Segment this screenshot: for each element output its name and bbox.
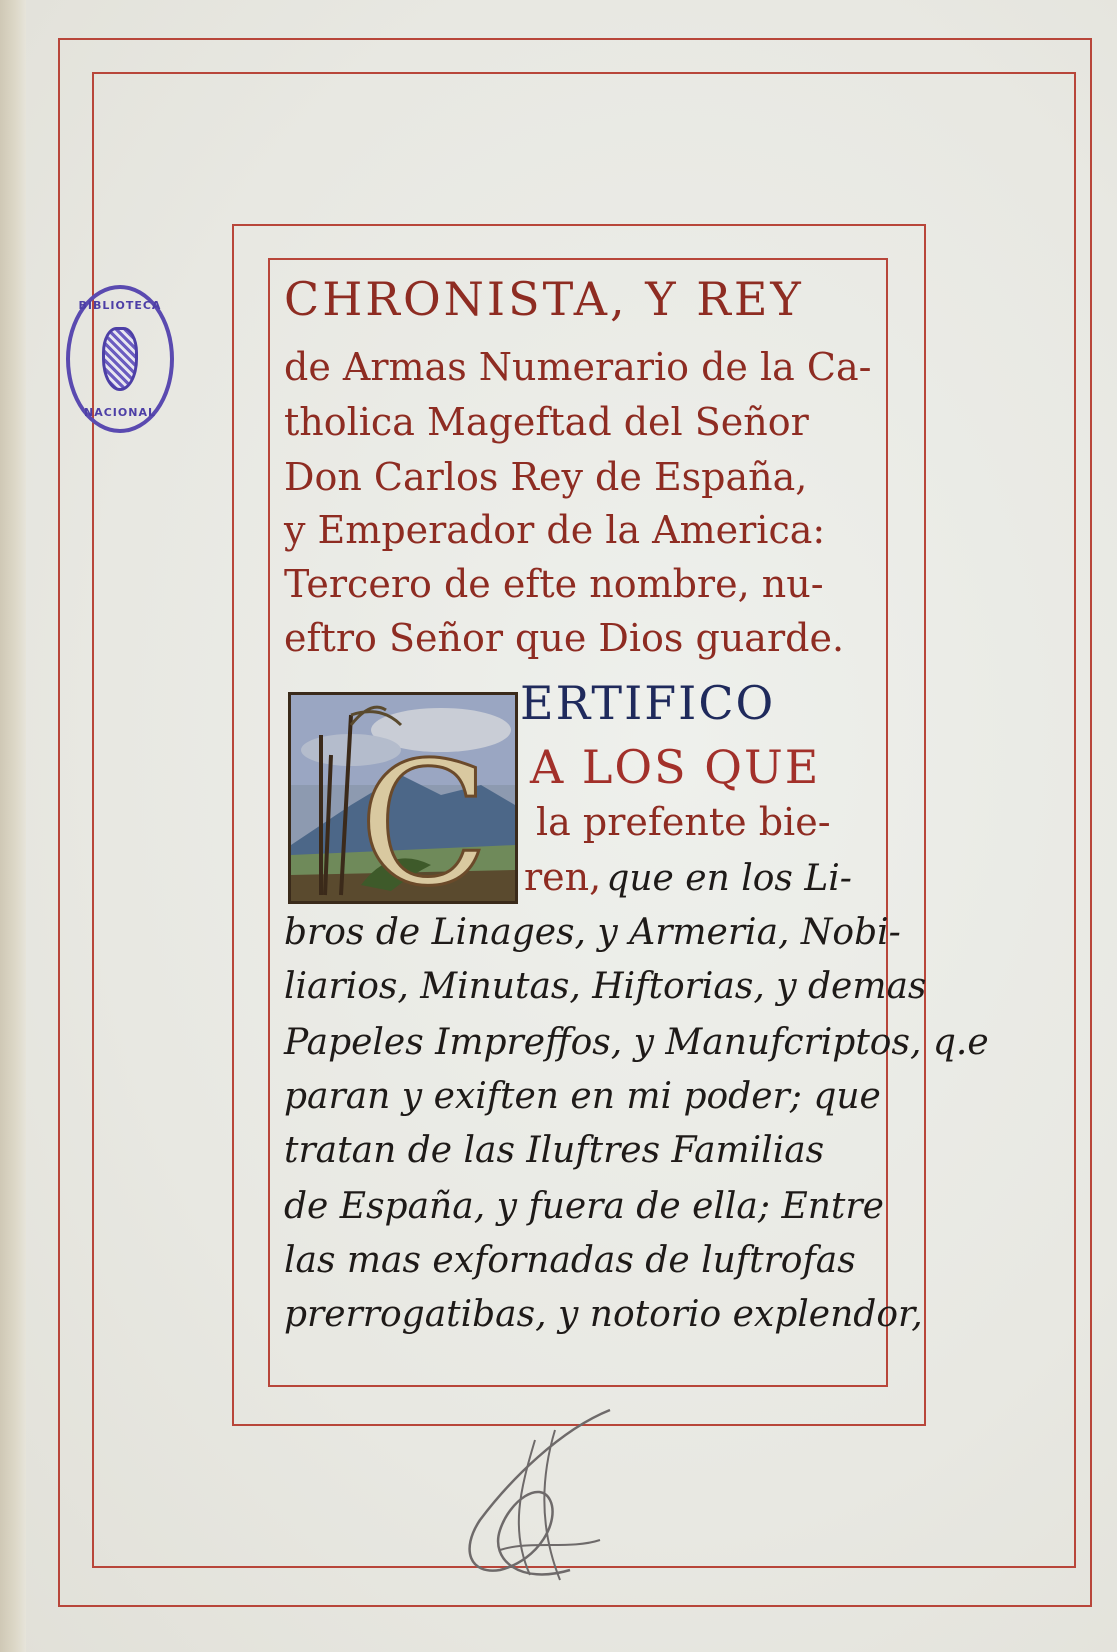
body-line-8: prerrogatibas, y notorio explendor, <box>284 1294 923 1335</box>
certifico-line-4-upright: ren, <box>524 855 602 899</box>
heading-line-6: eftro Señor que Dios guarde. <box>284 616 845 660</box>
library-stamp <box>66 285 174 433</box>
landscape-illustration <box>291 695 515 901</box>
body-line-1: bros de Linages, y Armeria, Nobi- <box>284 912 901 953</box>
page-spine <box>0 0 26 1652</box>
royal-crest-icon <box>102 327 138 391</box>
stamp-top-text: BIBLIOTECA <box>78 299 162 312</box>
certifico-line-4-italic: que en los Li- <box>606 858 852 899</box>
body-line-2: liarios, Minutas, Hiftorias, y demas <box>284 966 927 1007</box>
heading-title: CHRONISTA, Y REY <box>284 272 804 326</box>
body-line-5: tratan de las Iluftres Familias <box>284 1130 825 1171</box>
heading-line-1: de Armas Numerario de la Ca- <box>284 345 872 389</box>
body-line-4: paran y exiften en mi poder; que <box>284 1076 881 1117</box>
body-line-7: las mas exfornadas de luftrofas <box>284 1240 856 1281</box>
signature-flourish <box>440 1400 630 1590</box>
certifico-line-4 <box>524 855 852 899</box>
illuminated-initial <box>288 692 518 904</box>
stamp-bottom-text: NACIONAL <box>84 406 156 419</box>
heading-line-5: Tercero de efte nombre, nu- <box>284 562 824 606</box>
certifico-line-3: la prefente bie- <box>536 800 831 844</box>
heading-line-4: y Emperador de la America: <box>284 508 826 552</box>
certifico-caps-1: ERTIFICO <box>520 676 776 730</box>
initial-letter: C <box>359 726 490 901</box>
certifico-caps-2: A LOS QUE <box>530 740 821 794</box>
heading-line-2: tholica Mageftad del Señor <box>284 400 809 444</box>
body-line-3: Papeles Impreffos, y Manufcriptos, q.e <box>284 1022 989 1063</box>
heading-line-3: Don Carlos Rey de España, <box>284 455 808 499</box>
body-line-6: de España, y fuera de ella; Entre <box>284 1186 884 1227</box>
